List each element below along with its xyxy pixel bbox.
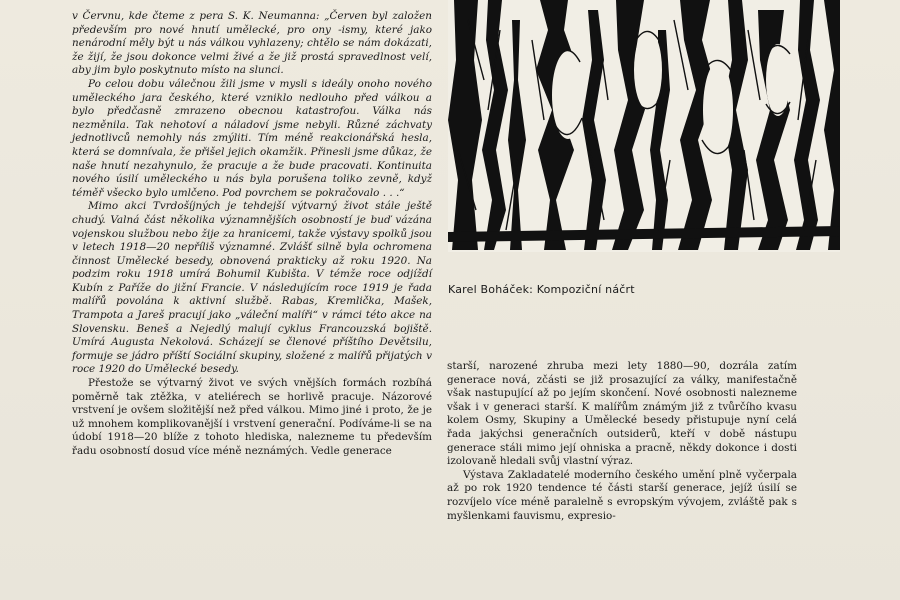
paragraph-studios: Přestože se výtvarný život ve svých vnějších formách rozbíhá poměrně tak ztěžka, v ateliérech se horlivě pracuje. Názorové vrstvení je ovšem složitější než před válkou. Mimo jiné i proto, že je už mnohem komplikovanější i vrstvení generační. Podíváme-li se na údobí 1918—20 blíže z tohoto hlediska, nalezneme tu především řadu osobností dosud více méně neznámých. Vedle generace (72, 377, 432, 457)
right-text-column (447, 360, 797, 523)
sketch-drawing (448, 0, 840, 252)
paragraph-generations: starší, narozené zhruba mezi lety 1880—90, dozrála zatím generace nová, zčásti se již prosazující za války, manifestačně však nastupující až po jejím skončení. Nové osobnosti nalezneme však i v generaci starší. K malířům známým již z tvůrčího kvasu kolem Osmy, Skupiny a Umělecké besedy přistupuje nyní celá řada jakýchsi generačních outsiderů, kteří v době nástupu generace stáli mimo její ohniska a pracně, někdy dokonce i dosti izolovaně hledali svůj vlastní výraz. (447, 360, 797, 468)
illustration-composition-sketch (448, 0, 840, 252)
paragraph-quote-intro: v Červnu, kde čteme z pera S. K. Neumanna: „Červen byl založen především pro nové hnutí umělecké, pro ony -ismy, které jako nenárodní měly být u nás válkou vyhlazeny; chtělo se nám dokázati, že žijí, že jsou dokonce velmi živé a že již prostá spravedlnost velí, aby jim bylo poskytnuto místo na slunci. (72, 10, 432, 77)
paragraph-quote-war: Po celou dobu válečnou žili jsme v mysli s ideály onoho nového uměleckého jara českého, které vzniklo nedlouho před válkou a bylo předčasně zmrazeno obecnou katastrofou. Válka nás nezměnila. Tak nehotoví a náladoví jsme nebyli. Různé záchvaty jednotlivců nemohly nás zmýliti. Tím méně reakcionářská hesla, která se domnívala, že přišel jejich okamžik. Přinesli jsme důkaz, že naše hnutí nezahynulo, že pracuje a že bude pracovati. Kontinuita nového úsilí uměleckého u nás byla porušena toliko zevně, když téměř všecko bylo umlčeno. Pod povrchem se pokračovalo . . .“ (72, 77, 432, 199)
paragraph-exhibition: Výstava Zakladatelé moderního českého umění plně vyčerpala až po rok 1920 tendence té části starší generace, jejíž úsilí se rozvíjelo více méně paralelně s evropským vývojem, zvláště pak s myšlenkami fauvismu, expresio- (447, 468, 797, 522)
figure-caption: Karel Boháček: Kompoziční náčrt (448, 283, 635, 296)
paragraph-art-life: Mimo akci Tvrdošíjných je tehdejší výtvarný život stále ještě chudý. Valná část několika významnějších osobností je buď vázána vojenskou službou nebo žije za hranicemi, takže výstavy spolků jsou v letech 1918—20 nepříliš významné. Zvlášť silně byla ochromena činnost Umělecké besedy, obnovená prakticky až roku 1920. Na podzim roku 1918 umírá Bohumil Kubišta. V témže roce odjíždí Kubín z Paříže do jižní Francie. V následujícím roce 1919 je řada malířů povolána k aktivní službě. Rabas, Kremlička, Mašek, Trampota a Jareš pracují jako „váleční malíři“ v rámci této akce na Slovensku. Beneš a Nejedlý malují cyklus Francouzská bojiště. Umírá Augusta Nekolová. Scházejí se členové příštího Devětsilu, formuje se jádro příští Sociální skupiny, složené z malířů přijatých v roce 1920 do Umělecké besedy. (72, 200, 432, 376)
left-text-column (72, 10, 432, 459)
